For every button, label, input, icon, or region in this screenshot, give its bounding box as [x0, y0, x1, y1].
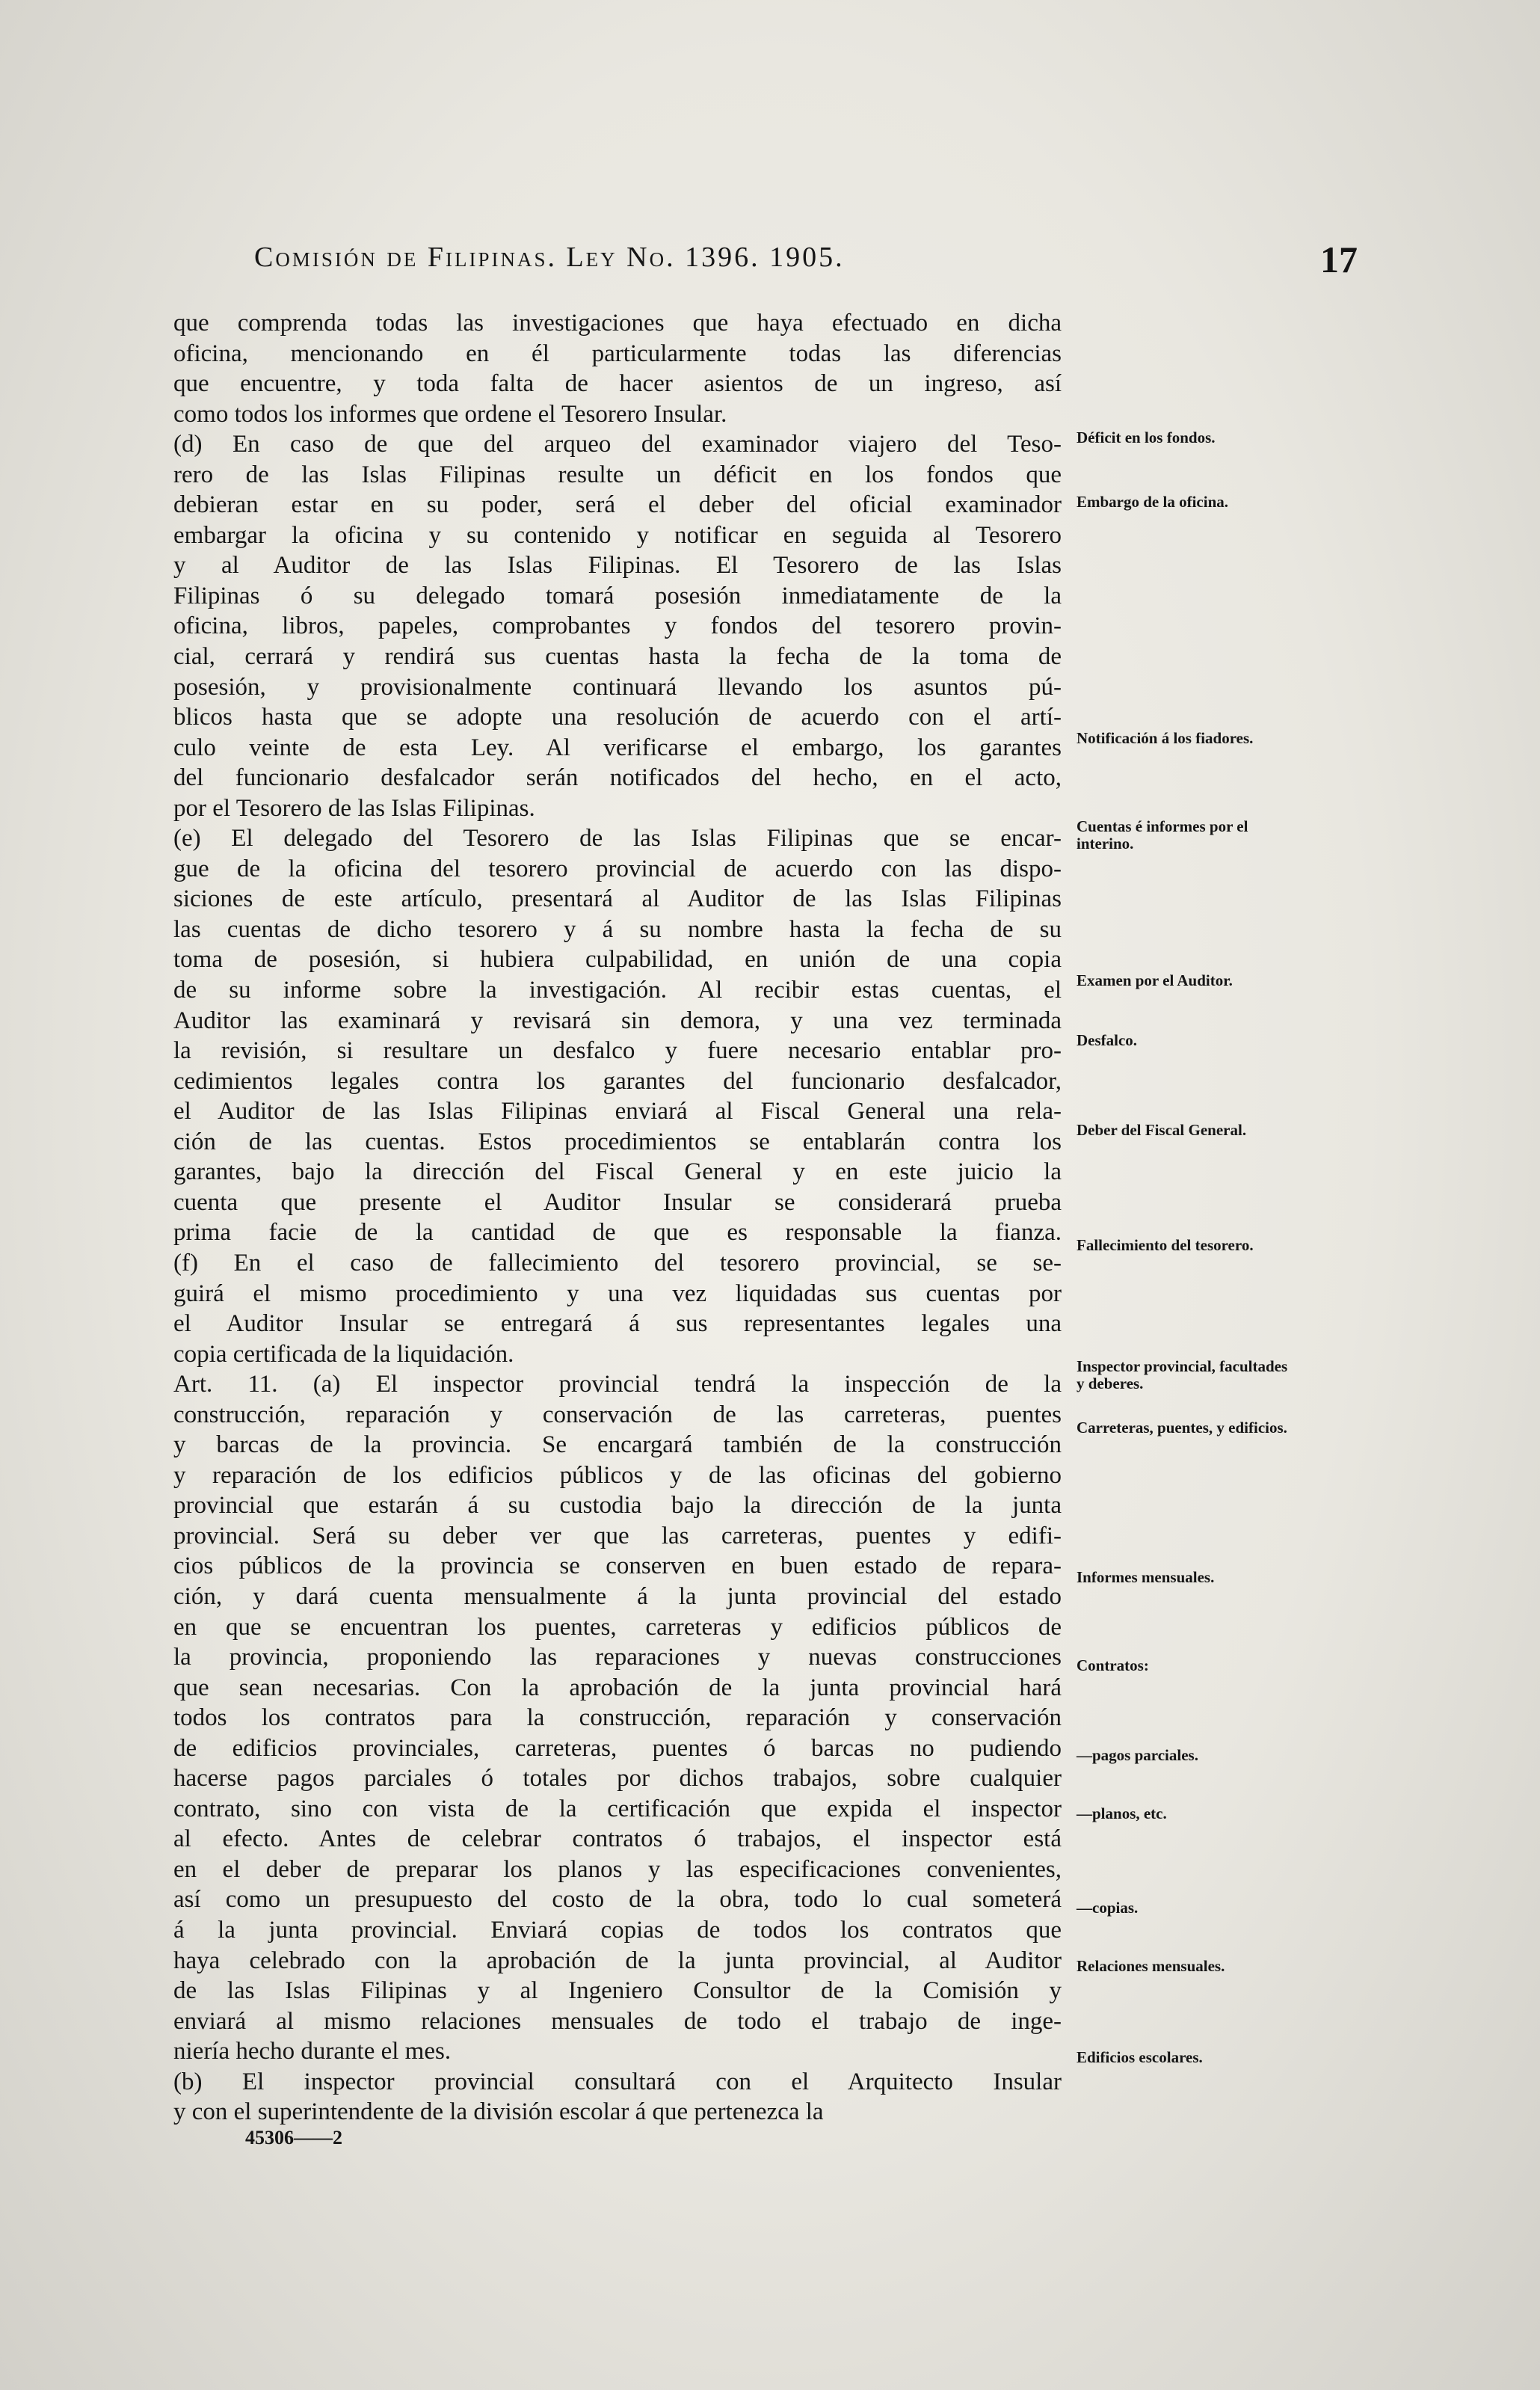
body-line: embargar la oficina y su contenido y notificar en seguida al Tesorero: [173, 521, 1062, 549]
margin-note: Fallecimiento del tesorero.: [1077, 1236, 1254, 1254]
body-line: Filipinas ó su delegado tomará posesión inmediatamente de la: [173, 582, 1062, 609]
body-line: de las Islas Filipinas y al Ingeniero Consultor de la Comisión y: [173, 1977, 1062, 2005]
body-line: niería hecho durante el mes.: [173, 2038, 452, 2065]
body-line: culo veinte de esta Ley. Al verificarse el embargo, los garantes: [173, 734, 1062, 761]
margin-note: Inspector provincial, facultades y deberes.: [1077, 1357, 1288, 1392]
margin-note: Examen por el Auditor.: [1077, 971, 1233, 989]
body-line: las cuentas de dicho tesorero y á su nombre hasta la fecha de su: [173, 915, 1062, 943]
body-line: de su informe sobre la investigación. Al recibir estas cuentas, el: [173, 977, 1062, 1004]
body-line: ción, y dará cuenta mensualmente á la junta provincial del estado: [173, 1582, 1062, 1610]
body-line: cios públicos de la provincia se conserven en buen estado de repara-: [173, 1552, 1062, 1580]
body-line: y reparación de los edificios públicos y de las oficinas del gobierno: [173, 1461, 1062, 1489]
body-line: (d) En caso de que del arqueo del examinador viajero del Teso-: [173, 431, 1062, 458]
body-line: el Auditor de las Islas Filipinas enviará al Fiscal General una rela-: [173, 1098, 1062, 1125]
body-line: así como un presupuesto del costo de la obra, todo lo cual someterá: [173, 1886, 1062, 1914]
body-line: en que se encuentran los puentes, carreteras y edificios públicos de: [173, 1613, 1062, 1641]
body-line: garantes, bajo la dirección del Fiscal General y en este juicio la: [173, 1158, 1062, 1186]
margin-note: —pagos parciales.: [1077, 1746, 1198, 1764]
margin-note: Edificios escolares.: [1077, 2048, 1203, 2066]
body-text: [173, 308, 1062, 2128]
body-line: enviará al mismo relaciones mensuales de todo el trabajo de inge-: [173, 2007, 1062, 2035]
body-line: del funcionario desfalcador serán notificados del hecho, en el acto,: [173, 764, 1062, 792]
margin-note: Desfalco.: [1077, 1031, 1138, 1049]
body-line: provincial. Será su deber ver que las carreteras, puentes y edifi-: [173, 1522, 1062, 1549]
body-line: y al Auditor de las Islas Filipinas. El Tesorero de las Islas: [173, 552, 1062, 580]
body-line: toma de posesión, si hubiera culpabilidad, en unión de una copia: [173, 946, 1062, 974]
body-line: rero de las Islas Filipinas resulte un déficit en los fondos que: [173, 461, 1062, 488]
body-line: (f) En el caso de fallecimiento del tesorero provincial, se se-: [173, 1249, 1062, 1277]
margin-note: Relaciones mensuales.: [1077, 1957, 1225, 1975]
body-line: á la junta provincial. Enviará copias de todos los contratos que: [173, 1916, 1062, 1944]
body-line: todos los contratos para la construcción, reparación y conservación: [173, 1704, 1062, 1732]
margin-note: Carreteras, puentes, y edificios.: [1077, 1419, 1287, 1437]
margin-note: Deber del Fiscal General.: [1077, 1121, 1247, 1139]
body-line: prima facie de la cantidad de que es responsable la fianza.: [173, 1219, 1062, 1247]
body-line: en el deber de preparar los planos y las especificaciones convenientes,: [173, 1855, 1062, 1883]
body-line: la provincia, proponiendo las reparaciones y nuevas construcciones: [173, 1644, 1062, 1671]
body-line: Art. 11. (a) El inspector provincial tendrá la inspección de la: [173, 1371, 1062, 1398]
body-line: que comprenda todas las investigaciones que haya efectuado en dicha: [173, 310, 1062, 337]
body-line: (e) El delegado del Tesorero de las Islas Filipinas que se encar-: [173, 825, 1062, 853]
body-line: y barcas de la provincia. Se encargará también de la construcción: [173, 1431, 1062, 1459]
margin-note: —planos, etc.: [1077, 1804, 1167, 1822]
printer-signature: 45306——2: [245, 2127, 342, 2148]
body-line: la revisión, si resultare un desfalco y fuere necesario entablar pro-: [173, 1037, 1062, 1065]
body-line: guirá el mismo procedimiento y una vez liquidadas sus cuentas por: [173, 1280, 1062, 1307]
body-line: que sean necesarias. Con la aprobación de la junta provincial hará: [173, 1674, 1062, 1701]
body-line: cedimientos legales contra los garantes del funcionario desfalcador,: [173, 1067, 1062, 1095]
margin-note: Informes mensuales.: [1077, 1568, 1215, 1586]
body-line: ción de las cuentas. Estos procedimientos se entablarán contra los: [173, 1128, 1062, 1155]
body-line: debieran estar en su poder, será el deber del oficial examinador: [173, 491, 1062, 519]
body-line: copia certificada de la liquidación.: [173, 1340, 514, 1368]
body-line: el Auditor Insular se entregará á sus representantes legales una: [173, 1310, 1062, 1338]
page-number: 17: [1320, 239, 1358, 280]
body-line: contrato, sino con vista de la certificación que expida el inspector: [173, 1795, 1062, 1822]
margin-note: —copias.: [1077, 1899, 1139, 1917]
running-header: Comisión de Filipinas. Ley No. 1396. 1905.: [254, 242, 845, 273]
body-line: Auditor las examinará y revisará sin demora, y una vez terminada: [173, 1007, 1062, 1034]
body-line: y con el superintendente de la división escolar á que pertenezca la: [173, 2098, 824, 2126]
body-line: posesión, y provisionalmente continuará llevando los asuntos pú-: [173, 673, 1062, 701]
body-line: cial, cerrará y rendirá sus cuentas hasta la fecha de la toma de: [173, 643, 1062, 671]
margin-note: Contratos:: [1077, 1656, 1149, 1674]
body-line: (b) El inspector provincial consultará con el Arquitecto Insular: [173, 2068, 1062, 2095]
body-line: como todos los informes que ordene el Tesorero Insular.: [173, 400, 727, 428]
margin-note: Notificación á los fiadores.: [1077, 729, 1254, 747]
body-line: al efecto. Antes de celebrar contratos ó trabajos, el inspector está: [173, 1825, 1062, 1853]
body-line: por el Tesorero de las Islas Filipinas.: [173, 794, 535, 822]
body-line: provincial que estarán á su custodia bajo la dirección de la junta: [173, 1492, 1062, 1520]
margin-note: Embargo de la oficina.: [1077, 493, 1228, 511]
margin-note: Déficit en los fondos.: [1077, 428, 1216, 446]
margin-note: Cuentas é informes por el interino.: [1077, 817, 1248, 853]
body-line: siciones de este artículo, presentará al Auditor de las Islas Filipinas: [173, 885, 1062, 913]
body-line: de edificios provinciales, carreteras, puentes ó barcas no pudiendo: [173, 1734, 1062, 1762]
body-line: construcción, reparación y conservación de las carreteras, puentes: [173, 1401, 1062, 1428]
body-line: que encuentre, y toda falta de hacer asientos de un ingreso, así: [173, 370, 1062, 398]
body-line: blicos hasta que se adopte una resolución de acuerdo con el artí-: [173, 704, 1062, 731]
body-line: cuenta que presente el Auditor Insular se considerará prueba: [173, 1188, 1062, 1216]
body-line: oficina, mencionando en él particularmente todas las diferencias: [173, 340, 1062, 367]
body-line: haya celebrado con la aprobación de la junta provincial, al Auditor: [173, 1947, 1062, 1974]
body-line: gue de la oficina del tesorero provincial de acuerdo con las dispo-: [173, 855, 1062, 882]
body-line: hacerse pagos parciales ó totales por dichos trabajos, sobre cualquier: [173, 1765, 1062, 1792]
body-line: oficina, libros, papeles, comprobantes y fondos del tesorero provin-: [173, 612, 1062, 640]
